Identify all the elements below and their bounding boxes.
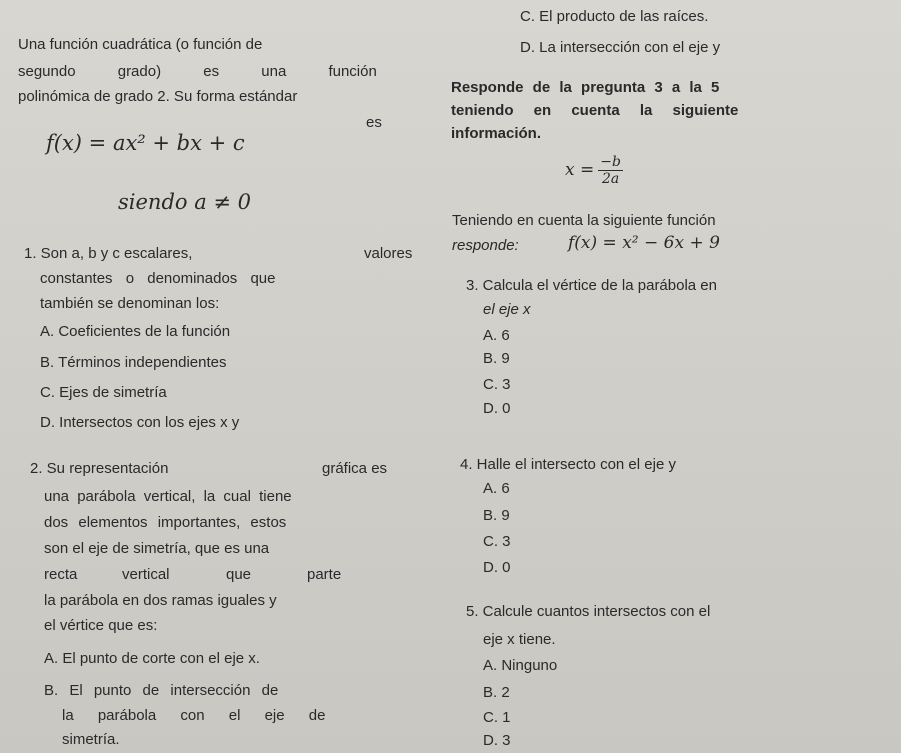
q3-option-d: D. 0: [483, 400, 511, 417]
q2-line-5d: parte: [307, 566, 342, 583]
q3-line-1: 3. Calcula el vértice de la parábola en: [466, 277, 717, 294]
q2-line-7: el vértice que es:: [44, 617, 158, 634]
q5-line-1: 5. Calcule cuantos intersectos con el: [466, 603, 711, 620]
condition-text: siendo a ≠ 0: [118, 190, 252, 214]
quadratic-formula: f(x) = ax² + bx + c: [46, 131, 245, 155]
vertex-formula-lhs: x =: [565, 160, 595, 180]
vertex-formula: [565, 150, 623, 190]
q1-option-c: C. Ejes de simetría: [40, 384, 167, 401]
q2-option-b-line-1: B. El punto de intersección de: [44, 682, 279, 699]
given-line-2: responde:: [452, 237, 519, 254]
q2-line-5b: vertical: [122, 566, 170, 583]
q2-option-a: A. El punto de corte con el eje x.: [44, 650, 260, 667]
q1-option-d: D. Intersectos con los ejes x y: [40, 414, 240, 431]
q2-line-2: una parábola vertical, la cual tiene: [44, 488, 292, 505]
q4-option-b: B. 9: [483, 507, 510, 524]
q2-line-6: la parábola en dos ramas iguales y: [44, 592, 277, 609]
intro-line-3: polinómica de grado 2. Su forma estándar: [18, 88, 298, 105]
instruction-line-3: información.: [451, 125, 542, 142]
q2-line-5c: que: [226, 566, 252, 583]
instruction-line-2: teniendo en cuenta la siguiente: [451, 102, 739, 119]
q4-option-d: D. 0: [483, 559, 511, 576]
q2-line-3: dos elementos importantes, estos: [44, 514, 287, 531]
q4-option-c: C. 3: [483, 533, 511, 550]
q1-line-1b: valores: [364, 245, 413, 262]
q3-option-a: A. 6: [483, 327, 510, 344]
q1-line-2: constantes o denominados que: [40, 270, 276, 287]
q5-option-b: B. 2: [483, 684, 510, 701]
vertex-fraction: [598, 154, 623, 187]
q3-line-2: el eje x: [483, 301, 531, 318]
given-function: f(x) = x² − 6x + 9: [568, 233, 720, 253]
q5-option-c: C. 1: [483, 709, 511, 726]
q1-line-1: 1. Son a, b y c escalares,: [24, 245, 193, 262]
intro-line-1: Una función cuadrática (o función de: [18, 36, 263, 53]
q5-option-d: D. 3: [483, 732, 511, 749]
q5-line-2: eje x tiene.: [483, 631, 556, 648]
q5-option-a: A. Ninguno: [483, 657, 558, 674]
q2-option-c: C. El producto de las raíces.: [520, 8, 709, 25]
q1-option-b: B. Términos independientes: [40, 354, 227, 371]
vertex-numerator: −b: [600, 153, 621, 170]
q1-option-a: A. Coeficientes de la función: [40, 323, 231, 340]
q3-option-b: B. 9: [483, 350, 510, 367]
vertex-denominator: 2a: [601, 170, 620, 187]
q2-line-1a: 2. Su representación: [30, 460, 169, 477]
intro-line-2: segundo grado) es una función: [18, 63, 377, 80]
q2-line-4: son el eje de simetría, que es una: [44, 540, 270, 557]
instruction-line-1: Responde de la pregunta 3 a la 5: [451, 79, 720, 96]
q2-option-d: D. La intersección con el eje y: [520, 39, 721, 56]
q4-line-1: 4. Halle el intersecto con el eje y: [460, 456, 676, 473]
q2-line-5a: recta: [44, 566, 78, 583]
q2-option-b-line-3: simetría.: [62, 731, 120, 748]
q1-line-3: también se denominan los:: [40, 295, 220, 312]
q2-line-1b: gráfica es: [322, 460, 388, 477]
given-line-1: Teniendo en cuenta la siguiente función: [452, 212, 716, 229]
intro-line-4: es: [366, 114, 382, 131]
q2-option-b-line-2: la parábola con el eje de: [62, 707, 326, 724]
q3-option-c: C. 3: [483, 376, 511, 393]
q4-option-a: A. 6: [483, 480, 510, 497]
